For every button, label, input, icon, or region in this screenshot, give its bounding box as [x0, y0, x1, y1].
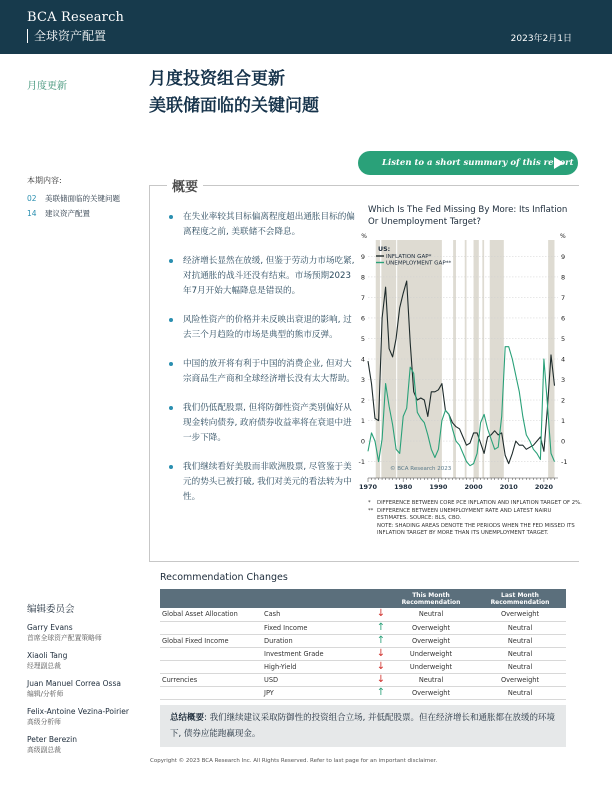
chart-watermark: © BCA Research 2023 [390, 465, 452, 472]
member-name: Garry Evans [27, 623, 73, 632]
y-tick-label-right: 4 [561, 355, 566, 364]
arrow-up-icon: ↑ [374, 687, 388, 700]
y-tick-label-left: 0 [360, 437, 365, 446]
asset-cell: USD [262, 673, 374, 686]
summary-box [160, 705, 566, 747]
list-item [167, 460, 355, 505]
editorial-board [27, 623, 147, 763]
x-tick-label: 1980 [394, 483, 413, 491]
recommendation-changes-title: Recommendation Changes [160, 572, 288, 583]
summary-text: : 我们继续建议采取防御性的投资组合立场, 并低配股票。但在经济增长和通胀都在放缓的环境下, 债券应能跑赢现金。 [170, 713, 555, 739]
y-axis-unit-right: % [560, 233, 566, 240]
member-name: Felix-Antoine Vezina-Poirier [27, 707, 129, 716]
last-month-cell: Neutral [474, 687, 566, 700]
member-role: 高级副总裁 [27, 746, 61, 754]
group-cell [160, 687, 262, 700]
toc-page-number: 02 [27, 194, 37, 203]
table-row [160, 687, 566, 700]
last-month-cell: Overweight [474, 673, 566, 686]
report-title-line-2: 美联储面临的关键问题 [149, 96, 319, 116]
y-tick-label-right: 7 [561, 293, 566, 302]
this-month-cell: Neutral [388, 673, 474, 686]
bullet-dot-icon [169, 318, 173, 322]
last-month-cell: Neutral [474, 660, 566, 673]
report-date: 2023年2月1日 [510, 34, 572, 44]
member-name: Juan Manuel Correa Ossa [27, 679, 121, 688]
this-month-cell: Overweight [388, 634, 474, 647]
board-member [27, 735, 147, 755]
toc-page-number: 14 [27, 209, 37, 218]
y-tick-label-right: 0 [561, 437, 566, 446]
copyright-notice: Copyright © 2023 BCA Research Inc. All Rights Reserved. Refer to last page for an important disclaimer. [150, 758, 438, 764]
x-tick-label: 2000 [464, 483, 483, 491]
column-header-this-month: This Month Recommendation [388, 589, 474, 608]
x-tick-label: 2010 [499, 483, 518, 491]
footnote-text: DIFFERENCE BETWEEN CORE PCE INFLATION AND INFLATION TARGET OF 2%. [377, 500, 582, 506]
toc-item[interactable] [27, 193, 120, 208]
group-cell [160, 621, 262, 634]
list-item [167, 357, 355, 387]
list-item [167, 254, 355, 299]
bullet-text: 风险性资产的价格并未反映出衰退的影响, 过去三个月趋险的市场是典型的熊市反弹。 [183, 315, 352, 340]
y-axis-unit-left: % [361, 233, 367, 240]
y-tick-label-left: -1 [358, 458, 365, 467]
asset-cell: High-Yield [262, 660, 374, 673]
footnote-marker [368, 523, 377, 538]
table-row [160, 621, 566, 634]
column-header-asset [262, 589, 374, 608]
bullet-dot-icon [169, 465, 173, 469]
chart-footnotes [368, 500, 583, 538]
y-tick-label-right: -1 [561, 458, 568, 467]
report-title-line-1: 月度投资组合更新 [149, 69, 285, 89]
toc-item-label: 美联储面临的关键问题 [45, 194, 120, 203]
table-row [160, 634, 566, 647]
recommendation-rows [160, 608, 566, 700]
y-tick-label-left: 7 [360, 293, 365, 302]
footnote-text: NOTE: SHADING AREAS DENOTE THE PERIODS WHEN THE FED MISSED ITS INFLATION TARGET BY MORE THAN ITS UNEMPLOYMENT TARGET. [377, 522, 575, 536]
board-member [27, 651, 147, 671]
x-tick-label: 1990 [429, 483, 448, 491]
brand-logo: BCA Research [27, 10, 125, 25]
member-role: 经理副总裁 [27, 662, 61, 670]
y-tick-label-left: 1 [360, 417, 365, 426]
overview-title: 概要 [167, 176, 203, 195]
y-tick-label-left: 5 [360, 334, 365, 343]
editorial-board-title: 编辑委员会 [27, 604, 75, 615]
arrow-down-icon: ↓ [374, 608, 388, 621]
bullet-text: 经济增长显然在放缓, 但鉴于劳动力市场吃紧, 对抗通胀的战斗还没有结束。市场预期2023年7月开始大幅降息是错误的。 [183, 256, 355, 296]
column-header-last-month: Last Month Recommendation [474, 589, 566, 608]
chart-footnote [368, 500, 583, 508]
board-member [27, 707, 147, 727]
report-title [149, 66, 319, 120]
y-tick-label-right: 6 [561, 314, 566, 323]
column-header-group [160, 589, 262, 608]
arrow-up-icon: ↑ [374, 634, 388, 647]
toc-item[interactable] [27, 208, 120, 223]
asset-cell: Fixed Income [262, 621, 374, 634]
table-row [160, 608, 566, 621]
group-cell: Currencies [160, 673, 262, 686]
table-header-row [160, 589, 566, 608]
list-item [167, 210, 355, 240]
footnote-marker: ** [368, 507, 374, 514]
summary-label: 总结概要 [170, 713, 205, 723]
y-tick-label-left: 3 [360, 376, 365, 385]
bullet-dot-icon [169, 406, 173, 410]
group-cell [160, 647, 262, 660]
asset-cell: Duration [262, 634, 374, 647]
footnote-text: DIFFERENCE BETWEEN UNEMPLOYMENT RATE AND LATEST NAIRU ESTIMATES. SOURCE: BLS, CBO. [377, 507, 552, 521]
y-tick-label-left: 9 [360, 252, 365, 261]
chart-footnote [368, 523, 583, 538]
overview-bullets [167, 210, 355, 519]
bullet-text: 我们仍低配股票, 但将防御性资产类别偏好从现金转向债券, 政府债券收益率将在衰退中进一步下降。 [183, 403, 352, 443]
table-row [160, 673, 566, 686]
y-tick-label-left: 2 [360, 396, 365, 405]
member-role: 高级分析师 [27, 718, 61, 726]
legend-label: INFLATION GAP* [386, 254, 432, 260]
group-cell [160, 660, 262, 673]
report-header [0, 0, 612, 54]
last-month-cell: Neutral [474, 647, 566, 660]
y-tick-label-right: 2 [561, 396, 566, 405]
legend-label: UNEMPLOYMENT GAP** [386, 260, 452, 267]
y-tick-label-right: 1 [561, 417, 566, 426]
footnote-marker: * [368, 500, 371, 506]
chart-footnote [368, 508, 583, 523]
arrow-down-icon: ↓ [374, 660, 388, 673]
member-name: Xiaoli Tang [27, 651, 68, 660]
last-month-cell: Neutral [474, 634, 566, 647]
chart-title: Which Is The Fed Missing By More: Its Inflation Or Unemployment Target? [368, 205, 568, 227]
group-cell: Global Fixed Income [160, 634, 262, 647]
arrow-up-icon: ↑ [374, 621, 388, 634]
y-tick-label-left: 6 [360, 314, 365, 323]
last-month-cell: Overweight [474, 608, 566, 621]
bullet-text: 在失业率较其目标偏离程度超出通胀目标的偏离程度之前, 美联储不会降息。 [183, 212, 355, 237]
arrow-down-icon: ↓ [374, 647, 388, 660]
bullet-dot-icon [169, 362, 173, 366]
arrow-down-icon: ↓ [374, 673, 388, 686]
y-tick-label-right: 5 [561, 334, 566, 343]
this-month-cell: Underweight [388, 660, 474, 673]
board-member [27, 679, 147, 699]
toc-heading: 本期内容: [27, 176, 62, 185]
service-name: 全球资产配置 [27, 29, 106, 43]
list-item [167, 401, 355, 446]
x-tick-label: 2020 [534, 483, 553, 491]
this-month-cell: Neutral [388, 608, 474, 621]
legend-region-label: US: [378, 246, 391, 253]
fed-gap-chart [356, 228, 578, 500]
member-role: 首席全球资产配置策略师 [27, 634, 102, 642]
group-cell: Global Asset Allocation [160, 608, 262, 621]
listen-summary-button[interactable] [358, 151, 578, 175]
bullet-dot-icon [169, 259, 173, 263]
asset-cell: Cash [262, 608, 374, 621]
x-tick-label: 1970 [358, 483, 378, 491]
board-member [27, 623, 147, 643]
list-item [167, 313, 355, 343]
y-tick-label-right: 3 [561, 376, 566, 385]
y-tick-label-left: 8 [360, 273, 365, 282]
last-month-cell: Neutral [474, 621, 566, 634]
bullet-text: 我们继续看好美股而非欧洲股票, 尽管鉴于美元的势头已被打破, 我们对美元的看法转为中性。 [183, 462, 352, 502]
play-icon [554, 157, 564, 169]
listen-summary-label: Listen to a short summary of this report [382, 158, 574, 168]
y-tick-label-right: 9 [561, 252, 566, 261]
toc-item-label: 建议资产配置 [45, 209, 90, 218]
asset-cell: Investment Grade [262, 647, 374, 660]
y-tick-label-left: 4 [360, 355, 365, 364]
bullet-dot-icon [169, 215, 173, 219]
report-type-label: 月度更新 [27, 81, 67, 92]
table-row [160, 660, 566, 673]
member-role: 编辑/分析师 [27, 690, 64, 698]
table-of-contents [27, 193, 120, 223]
table-row [160, 647, 566, 660]
asset-cell: JPY [262, 687, 374, 700]
this-month-cell: Overweight [388, 687, 474, 700]
member-name: Peter Berezin [27, 735, 77, 744]
this-month-cell: Overweight [388, 621, 474, 634]
bullet-text: 中国的放开将有利于中国的消费企业, 但对大宗商品生产商和全球经济增长没有太大帮助。 [183, 359, 355, 384]
this-month-cell: Underweight [388, 647, 474, 660]
column-header-arrow [374, 589, 388, 608]
recommendation-table [160, 589, 566, 700]
y-tick-label-right: 8 [561, 273, 566, 282]
